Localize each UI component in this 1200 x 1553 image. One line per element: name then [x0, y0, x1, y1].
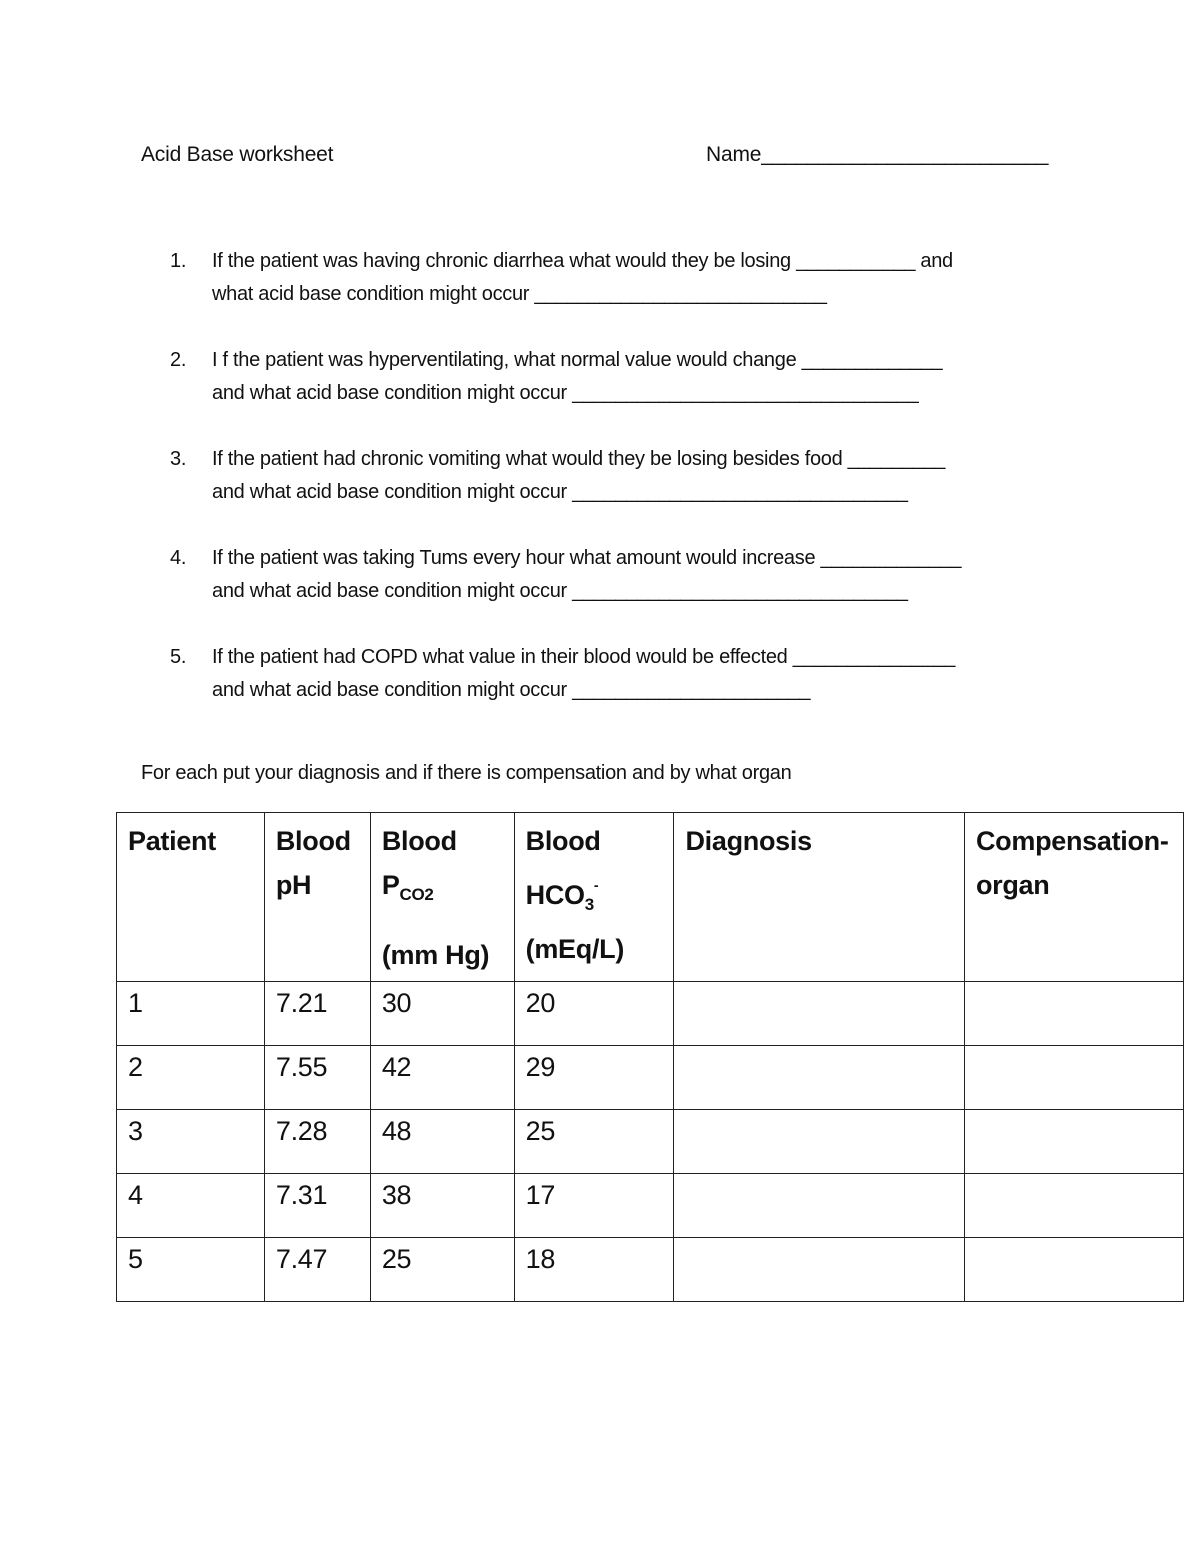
ph-cell: 7.47 [264, 1238, 370, 1302]
header-blood-ph: Blood pH [264, 813, 370, 982]
question-text-line2: and what acid base condition might occur _______________________________ [212, 580, 908, 602]
acid-base-table [116, 812, 1184, 1302]
table-instructions: For each put your diagnosis and if there is compensation and by what organ [141, 762, 792, 784]
question-number: 3. [170, 448, 187, 470]
question-number: 1. [170, 250, 187, 272]
question-number: 2. [170, 349, 187, 371]
pco2-cell: 42 [370, 1046, 514, 1110]
table-header-row [117, 813, 1184, 982]
ph-cell: 7.28 [264, 1110, 370, 1174]
question-1 [170, 245, 1070, 311]
question-text-line2: and what acid base condition might occur _______________________________ [212, 481, 908, 503]
table-row [117, 1238, 1184, 1302]
compensation-cell[interactable] [964, 1174, 1183, 1238]
diagnosis-cell[interactable] [674, 1238, 964, 1302]
header-blood-pco2: Blood $P_{CO2}$ (mm Hg) [370, 813, 514, 982]
table-row [117, 1110, 1184, 1174]
table-row [117, 1046, 1184, 1110]
compensation-cell[interactable] [964, 1110, 1183, 1174]
question-text-line1: I f the patient was hyperventilating, what normal value would change _____________ [212, 349, 943, 371]
ph-cell: 7.31 [264, 1174, 370, 1238]
pco2-cell: 48 [370, 1110, 514, 1174]
patient-cell: 4 [117, 1174, 265, 1238]
table-row [117, 982, 1184, 1046]
ph-cell: 7.55 [264, 1046, 370, 1110]
question-number: 4. [170, 547, 187, 569]
ph-cell: 7.21 [264, 982, 370, 1046]
question-4 [170, 542, 1070, 608]
pco2-cell: 30 [370, 982, 514, 1046]
question-text-line1: If the patient had chronic vomiting what would they be losing besides food _________ [212, 448, 946, 470]
header-compensation-organ: Compensation- organ [964, 813, 1183, 982]
pco2-cell: 38 [370, 1174, 514, 1238]
compensation-cell[interactable] [964, 982, 1183, 1046]
question-text-line1: If the patient had COPD what value in their blood would be effected _______________ [212, 646, 956, 668]
question-text-line2: and what acid base condition might occur ________________________________ [212, 382, 919, 404]
hco3-cell: 20 [514, 982, 674, 1046]
hco3-cell: 18 [514, 1238, 674, 1302]
question-2 [170, 344, 1070, 410]
pco2-cell: 25 [370, 1238, 514, 1302]
hco3-cell: 29 [514, 1046, 674, 1110]
name-field[interactable]: Name_________________________ [706, 143, 1049, 166]
question-3 [170, 443, 1070, 509]
header-patient: Patient [117, 813, 265, 982]
diagnosis-cell[interactable] [674, 1174, 964, 1238]
compensation-cell[interactable] [964, 1046, 1183, 1110]
question-text-line1: If the patient was having chronic diarrhea what would they be losing ___________ and [212, 250, 953, 272]
worksheet-title: Acid Base worksheet [141, 143, 334, 166]
table-row [117, 1174, 1184, 1238]
patient-cell: 2 [117, 1046, 265, 1110]
question-text-line2: what acid base condition might occur ___________________________ [212, 283, 827, 305]
compensation-cell[interactable] [964, 1238, 1183, 1302]
patient-cell: 5 [117, 1238, 265, 1302]
question-text-line2: and what acid base condition might occur ______________________ [212, 679, 811, 701]
diagnosis-cell[interactable] [674, 1046, 964, 1110]
diagnosis-cell[interactable] [674, 982, 964, 1046]
question-text-line1: If the patient was taking Tums every hour what amount would increase _____________ [212, 547, 962, 569]
header-diagnosis: Diagnosis [674, 813, 964, 982]
question-number: 5. [170, 646, 187, 668]
diagnosis-cell[interactable] [674, 1110, 964, 1174]
question-5 [170, 641, 1070, 707]
patient-cell: 3 [117, 1110, 265, 1174]
hco3-cell: 17 [514, 1174, 674, 1238]
hco3-cell: 25 [514, 1110, 674, 1174]
patient-cell: 1 [117, 982, 265, 1046]
header-blood-hco3: Blood $HCO_3^-$ (mEq/L) [514, 813, 674, 982]
